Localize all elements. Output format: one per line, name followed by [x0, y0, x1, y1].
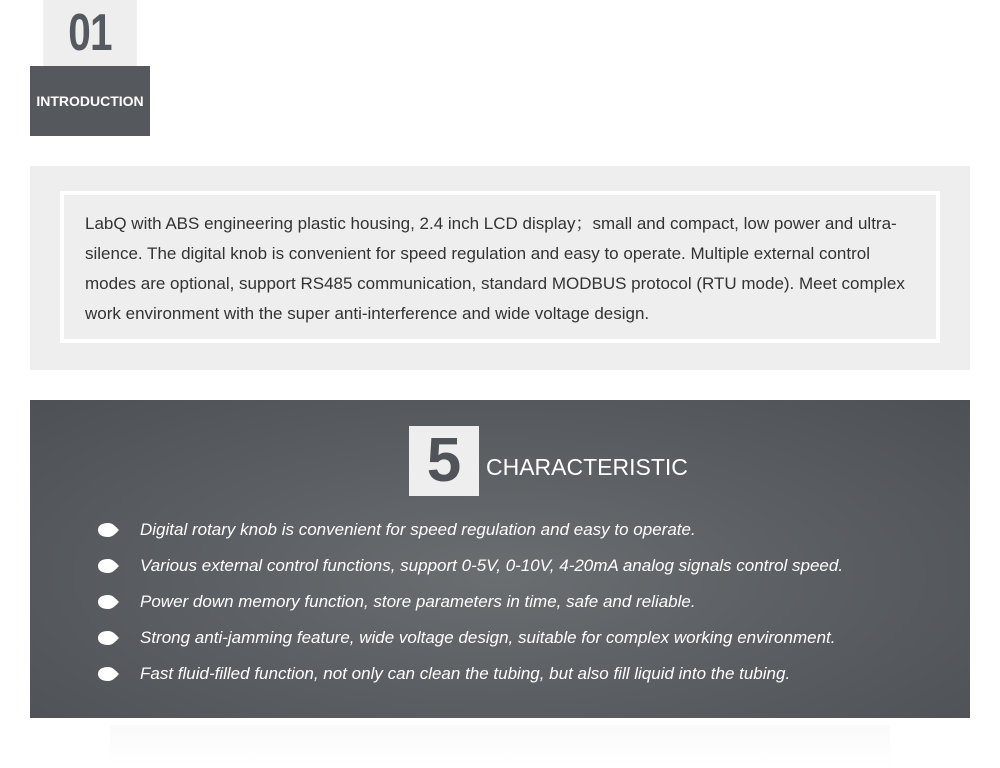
list-item [96, 584, 843, 620]
leaf-bullet-icon [96, 522, 120, 538]
list-item [96, 548, 843, 584]
intro-panel [30, 166, 970, 370]
list-item-text: Various external control functions, support 0-5V, 0-10V, 4-20mA analog signals control speed. [140, 556, 844, 575]
intro-text: LabQ with ABS engineering plastic housing, 2.4 inch LCD display；small and compact, low power and ultra-silence. The digital knob is convenient for speed regulation and easy to operate. Multiple external control modes are optional, support RS485 communication, standard MODBUS protocol (RTU mode). Meet complex work environment with the super anti-interference and wide voltage design. [85, 214, 905, 323]
list-item-text: Fast fluid-filled function, not only can clean the tubing, but also fill liquid into the tubing. [140, 664, 791, 683]
leaf-bullet-icon [96, 558, 120, 574]
leaf-bullet-icon [96, 594, 120, 610]
list-item [96, 620, 843, 656]
list-item-text: Strong anti-jamming feature, wide voltage design, suitable for complex working environment. [140, 628, 836, 647]
leaf-bullet-icon [96, 630, 120, 646]
characteristic-header [409, 426, 688, 496]
section-number: 01 [43, 0, 137, 66]
list-item-text: Digital rotary knob is convenient for speed regulation and easy to operate. [140, 520, 696, 539]
characteristic-list [96, 512, 843, 692]
characteristic-title: CHARACTERISTIC [486, 453, 688, 480]
characteristic-panel [30, 400, 970, 718]
list-item-text: Power down memory function, store parameters in time, safe and reliable. [140, 592, 696, 611]
list-item [96, 512, 843, 548]
leaf-bullet-icon [96, 666, 120, 682]
intro-box [60, 191, 940, 343]
section-badge [30, 0, 150, 136]
list-item [96, 656, 843, 692]
section-label: INTRODUCTION [30, 66, 150, 136]
characteristic-number: 5 [409, 426, 479, 496]
bottom-fade [110, 725, 890, 768]
